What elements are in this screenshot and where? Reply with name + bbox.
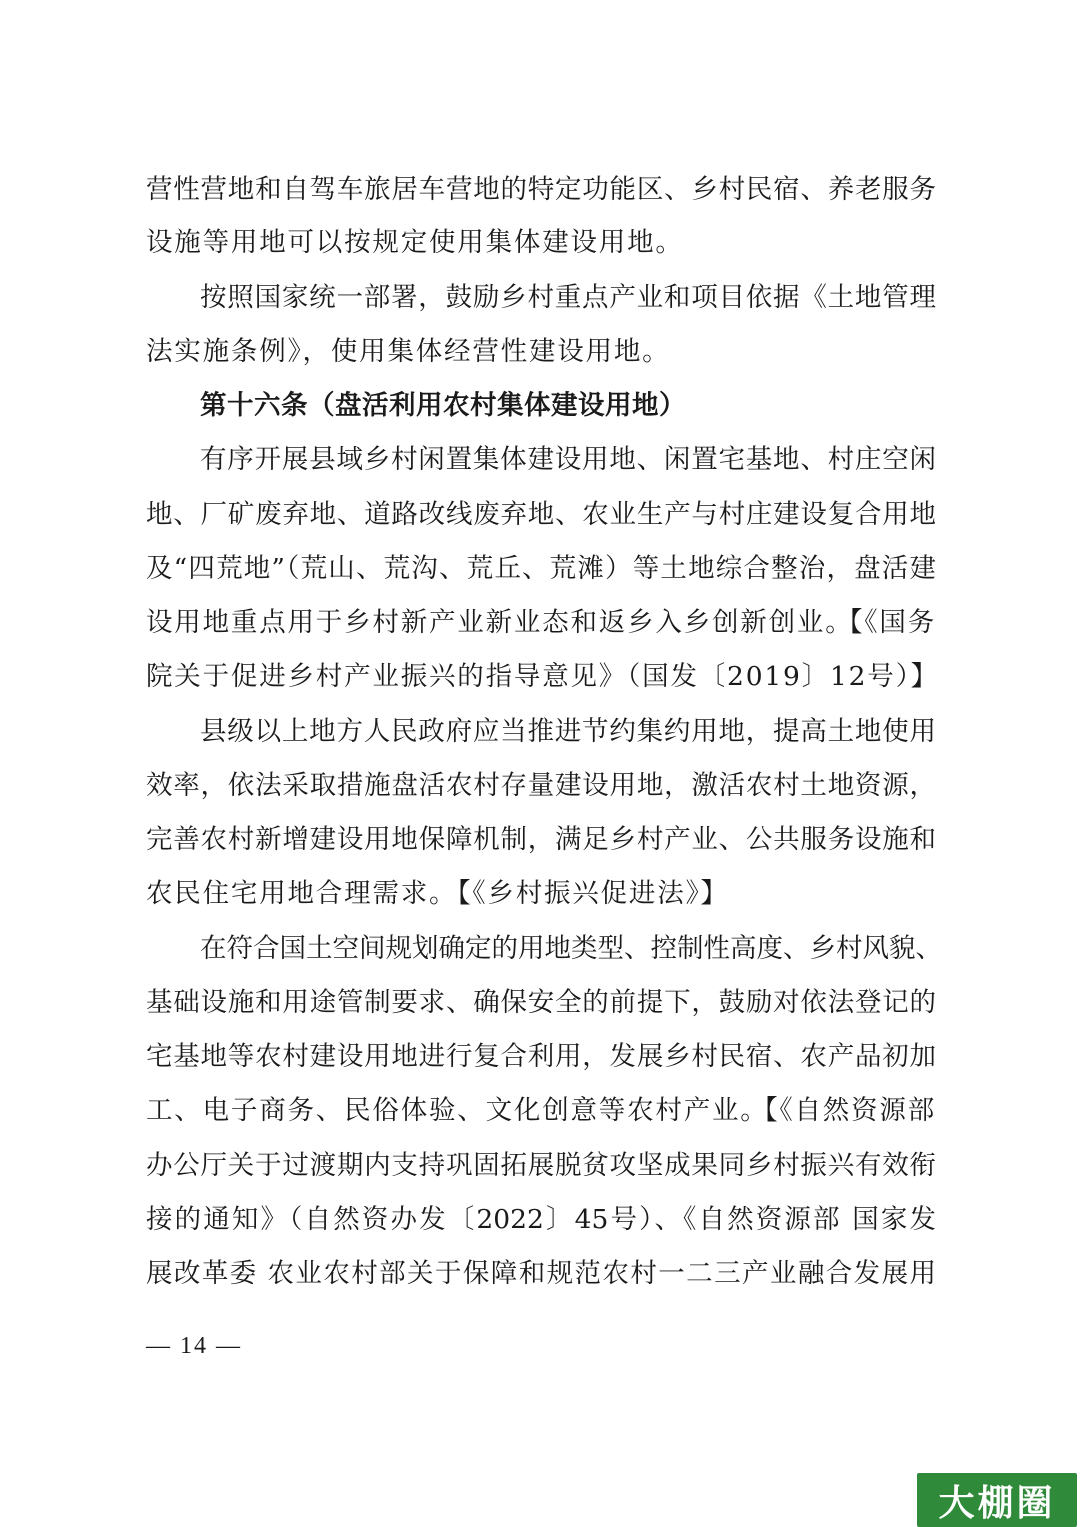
watermark-logo [917,1473,1077,1527]
citation-reference: 院关于促进乡村产业振兴的指导意见》（国发〔2019〕12号）】 [146,661,939,692]
body-text: 农民住宅用地合理需求。 [146,878,458,909]
body-text-line: 按照国家统一部署，鼓励乡村重点产业和项目依据《土地管理 [200,282,936,313]
body-text-line: 基础设施和用途管制要求、确保安全的前提下，鼓励对依法登记的 [146,987,936,1018]
article-heading: 第十六条（盘活利用农村集体建设用地） [200,390,686,421]
body-text-line: 办公厅关于过渡期内支持巩固拓展脱贫攻坚成果同乡村振兴有效衔 [146,1150,936,1181]
citation-reference: 【《自然资源部 [751,1095,936,1126]
body-text-line: 县级以上地方人民政府应当推进节约集约用地，提高土地使用 [200,716,936,747]
body-text-line [146,874,936,914]
body-text-line: 在符合国土空间规划确定的用地类型、控制性高度、乡村风貌、 [200,933,942,964]
watermark-text: 大棚圈 [938,1482,1056,1524]
page-number: — 14 — [146,1333,242,1359]
body-text-line: 设施等用地可以按规定使用集体建设用地。 [146,227,684,258]
body-text-line: 完善农村新增建设用地保障机制，满足乡村产业、公共服务设施和 [146,824,936,855]
body-text-line: 宅基地等农村建设用地进行复合利用，发展乡村民宿、农产品初加 [146,1041,936,1072]
body-text: 设用地重点用于乡村新产业新业态和返乡入乡创新创业。 [146,607,854,638]
citation-reference: 【《乡村振兴促进法》】 [457,878,729,909]
body-text-line: 及“四荒地”（荒山、荒沟、荒丘、荒滩）等土地综合整治，盘活建 [146,553,936,584]
body-text-line [146,1091,936,1131]
body-text-line: 接的通知》（自然资办发〔2022〕45号）、《自然资源部 国家发 [146,1204,936,1235]
citation-reference: 【《国务 [836,607,936,638]
body-text-line: 效率，依法采取措施盘活农村存量建设用地，激活农村土地资源， [146,770,936,801]
body-text-line: 展改革委 农业农村部关于保障和规范农村一二三产业融合发展用 [146,1258,936,1289]
body-text-line: 地、厂矿废弃地、道路改线废弃地、农业生产与村庄建设复合用地 [146,499,936,530]
body-text: 工、电子商务、民俗体验、文化创意等农村产业。 [146,1095,769,1126]
body-text-line [146,603,936,643]
body-text-line: 法实施条例》，使用集体经营性建设用地。 [146,336,671,367]
body-text-line: 营性营地和自驾车旅居车营地的特定功能区、乡村民宿、养老服务 [146,174,936,205]
body-text-line: 有序开展县域乡村闲置集体建设用地、闲置宅基地、村庄空闲 [200,444,936,475]
